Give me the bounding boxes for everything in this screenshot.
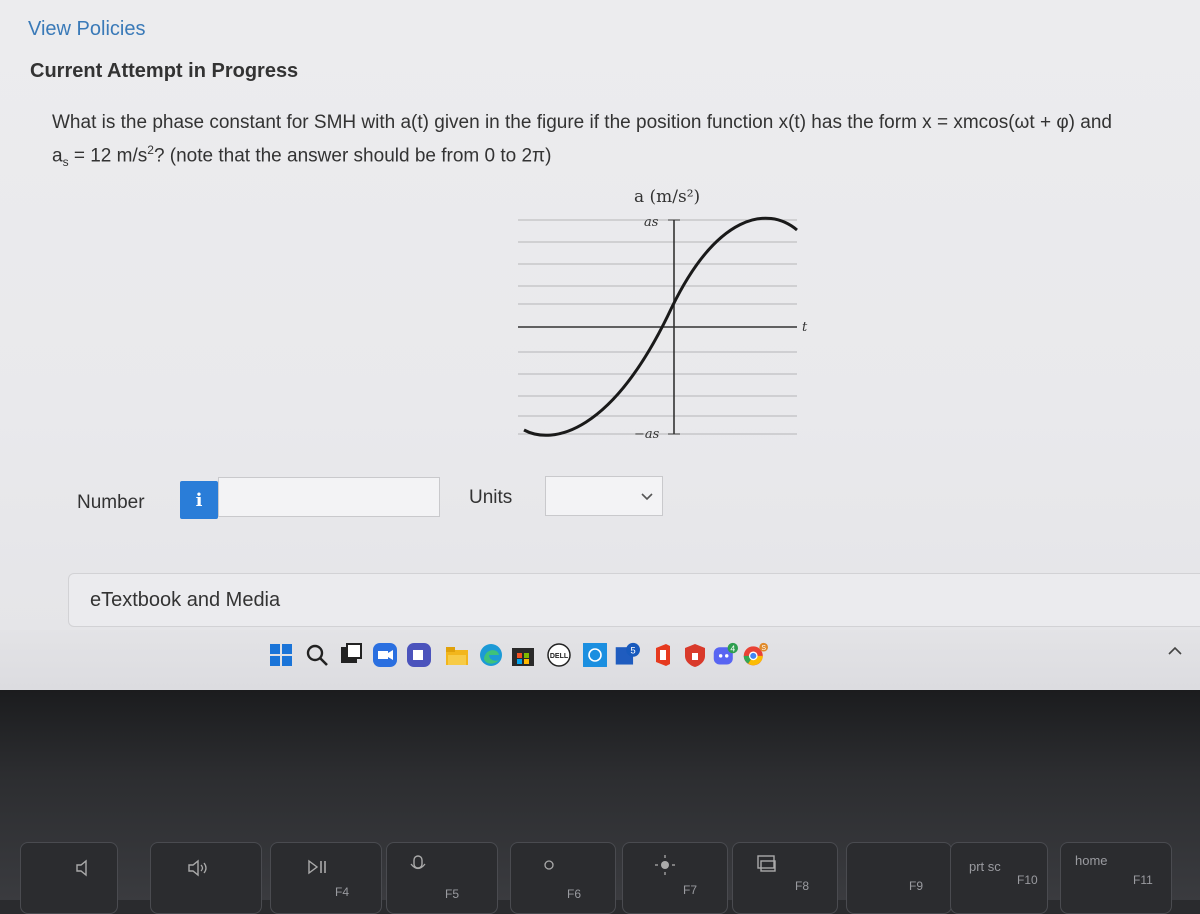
y-axis-label: a (m/s²) bbox=[634, 187, 701, 207]
units-select[interactable] bbox=[545, 476, 663, 516]
security-icon[interactable] bbox=[682, 642, 708, 668]
question-line-2: $a_s = 12$ $m/s^2$? (note that the answer should be from 0 to 2π) bbox=[52, 143, 552, 170]
etextbook-label: eTextbook and Media bbox=[90, 589, 281, 611]
chevron-down-icon bbox=[640, 490, 654, 504]
search-icon[interactable] bbox=[304, 642, 330, 668]
brightness-down-icon bbox=[537, 853, 561, 877]
word-icon[interactable] bbox=[614, 642, 640, 668]
store-icon[interactable] bbox=[510, 642, 536, 668]
svg-text:S: S bbox=[761, 644, 766, 652]
brightness-up-icon bbox=[653, 853, 677, 877]
units-label: Units bbox=[469, 487, 513, 508]
dell-icon[interactable] bbox=[546, 642, 572, 668]
tick-label-as: as bbox=[644, 215, 659, 230]
number-input[interactable] bbox=[218, 477, 440, 517]
attempt-heading: Current Attempt in Progress bbox=[30, 60, 299, 82]
speaker-loud-icon bbox=[187, 859, 213, 877]
svg-text:5: 5 bbox=[630, 645, 636, 657]
app-icon[interactable] bbox=[582, 642, 608, 668]
number-label: Number bbox=[77, 492, 145, 513]
windows-start-icon[interactable] bbox=[268, 642, 294, 668]
key-f6: F6 bbox=[510, 842, 616, 914]
key-f8: F8 bbox=[732, 842, 838, 914]
mic-mute-icon bbox=[409, 853, 427, 877]
task-view-icon[interactable] bbox=[338, 642, 364, 668]
key-f7: F7 bbox=[622, 842, 728, 914]
teams-icon[interactable] bbox=[406, 642, 432, 668]
svg-text:DELL: DELL bbox=[549, 653, 569, 660]
question-line-1: What is the phase constant for SMH with a(t) given in the figure if the position function x(t) has the form x = xmcos(ωt + φ) and bbox=[52, 112, 1112, 133]
key-f4: F4 bbox=[270, 842, 382, 914]
view-policies-link[interactable]: View Policies bbox=[28, 18, 146, 40]
file-explorer-icon[interactable] bbox=[444, 642, 470, 668]
etextbook-panel[interactable] bbox=[68, 573, 1200, 627]
zoom-icon[interactable] bbox=[372, 642, 398, 668]
tick-label-neg-as: −as bbox=[634, 427, 660, 440]
display-icon bbox=[755, 853, 779, 875]
info-button[interactable]: i bbox=[180, 481, 218, 519]
play-pause-icon bbox=[307, 859, 329, 875]
key-volume-down bbox=[20, 842, 118, 914]
svg-text:4: 4 bbox=[730, 643, 736, 654]
key-f5: F5 bbox=[386, 842, 498, 914]
chevron-up-icon[interactable] bbox=[1166, 642, 1184, 660]
key-f9: F9 bbox=[846, 842, 952, 914]
edge-icon[interactable] bbox=[478, 642, 504, 668]
speaker-icon bbox=[75, 859, 95, 877]
chrome-icon[interactable] bbox=[742, 642, 768, 668]
key-volume-up bbox=[150, 842, 262, 914]
x-axis-label: t bbox=[802, 320, 808, 335]
key-home: home F11 bbox=[1060, 842, 1172, 914]
key-prt-sc: prt sc F10 bbox=[950, 842, 1048, 914]
acceleration-graph bbox=[512, 180, 812, 440]
office-icon[interactable] bbox=[650, 642, 676, 668]
discord-icon[interactable] bbox=[712, 642, 738, 668]
